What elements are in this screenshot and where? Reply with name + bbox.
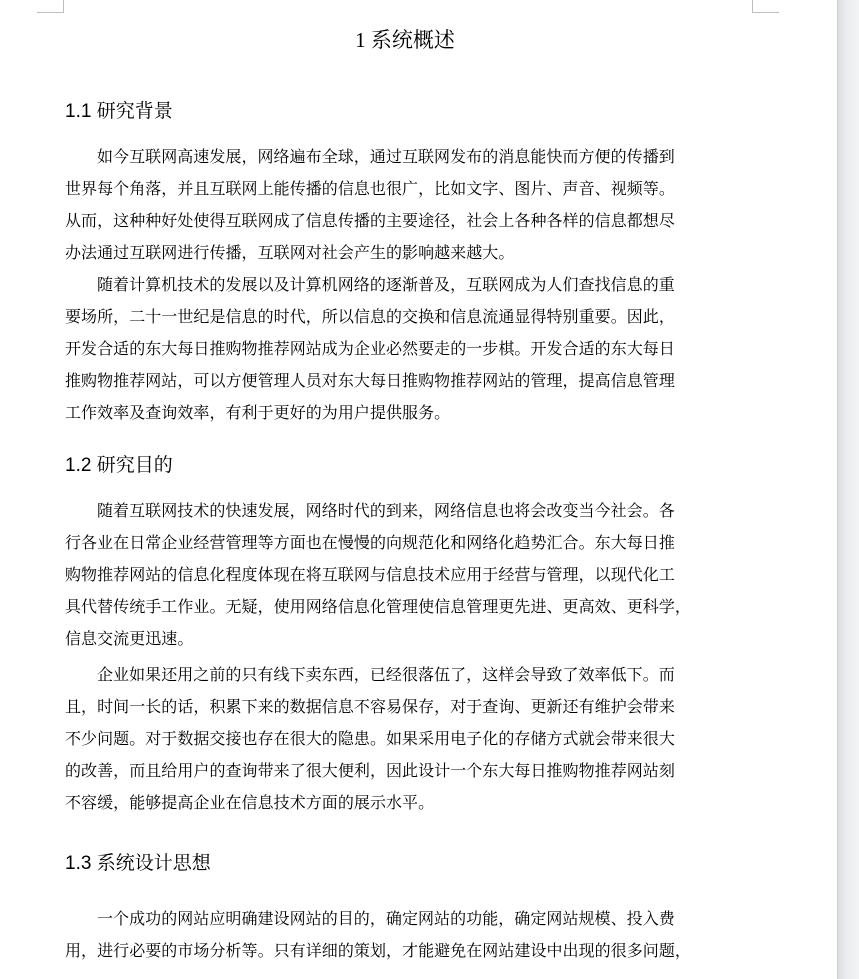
page-corner-mark-right bbox=[752, 0, 779, 13]
paragraph-1-2-b bbox=[65, 660, 741, 820]
paragraph-1-3-a bbox=[65, 904, 741, 968]
paragraph-1-2-a bbox=[65, 496, 741, 656]
text-line: 从而，这种种好处使得互联网成了信息传播的主要途径，社会上各种各样的信息都想尽 bbox=[65, 213, 675, 230]
text-line: 信息交流更迅速。 bbox=[65, 631, 194, 648]
text-line: 购物推荐网站的信息化程度体现在将互联网与信息技术应用于经营与管理，以现代化工 bbox=[65, 567, 675, 584]
viewer-background-gutter bbox=[837, 0, 859, 979]
chapter-title: 1 系统概述 bbox=[355, 28, 455, 52]
text-line: 一个成功的网站应明确建设网站的目的，确定网站的功能，确定网站规模、投入费 bbox=[97, 911, 675, 928]
text-line: 推购物推荐网站，可以方便管理人员对东大每日推购物推荐网站的管理，提高信息管理 bbox=[65, 373, 675, 390]
text-line: 随着计算机技术的发展以及计算机网络的逐渐普及，互联网成为人们查找信息的重 bbox=[97, 277, 675, 294]
section-heading-1-2: 1.2 研究目的 bbox=[65, 455, 173, 476]
text-line: 不容缓，能够提高企业在信息技术方面的展示水平。 bbox=[65, 795, 435, 812]
text-line: 具代替传统手工作业。无疑，使用网络信息化管理使信息管理更先进、更高效、更科学， bbox=[65, 599, 691, 616]
page-corner-mark-left bbox=[37, 0, 64, 13]
text-line: 行各业在日常企业经营管理等方面也在慢慢的向规范化和网络化趋势汇合。东大每日推 bbox=[65, 535, 675, 552]
text-line: 用，进行必要的市场分析等。只有详细的策划，才能避免在网站建设中出现的很多问题， bbox=[65, 943, 691, 960]
text-line: 开发合适的东大每日推购物推荐网站成为企业必然要走的一步棋。开发合适的东大每日 bbox=[65, 341, 675, 358]
section-heading-1-3: 1.3 系统设计思想 bbox=[65, 853, 211, 874]
text-line: 且，时间一长的话，积累下来的数据信息不容易保存，对于查询、更新还有维护会带来 bbox=[65, 699, 675, 716]
text-line: 工作效率及查询效率，有利于更好的为用户提供服务。 bbox=[65, 405, 451, 422]
text-line: 要场所，二十一世纪是信息的时代，所以信息的交换和信息流通显得特别重要。因此， bbox=[65, 309, 675, 326]
text-line: 不少问题。对于数据交接也存在很大的隐患。如果采用电子化的存储方式就会带来很大 bbox=[65, 731, 675, 748]
text-line: 的改善，而且给用户的查询带来了很大便利，因此设计一个东大每日推购物推荐网站刻 bbox=[65, 763, 675, 780]
paragraph-1-1-b bbox=[65, 270, 741, 430]
paragraph-1-1-a bbox=[65, 142, 741, 270]
text-line: 世界每个角落，并且互联网上能传播的信息也很广，比如文字、图片、声音、视频等。 bbox=[65, 181, 675, 198]
text-line: 随着互联网技术的快速发展，网络时代的到来，网络信息也将会改变当今社会。各 bbox=[97, 503, 675, 520]
text-line: 如今互联网高速发展，网络遍布全球，通过互联网发布的消息能快而方便的传播到 bbox=[97, 149, 675, 166]
text-line: 企业如果还用之前的只有线下卖东西，已经很落伍了，这样会导致了效率低下。而 bbox=[97, 667, 675, 684]
section-heading-1-1: 1.1 研究背景 bbox=[65, 101, 173, 122]
text-line: 办法通过互联网进行传播，互联网对社会产生的影响越来越大。 bbox=[65, 245, 515, 262]
